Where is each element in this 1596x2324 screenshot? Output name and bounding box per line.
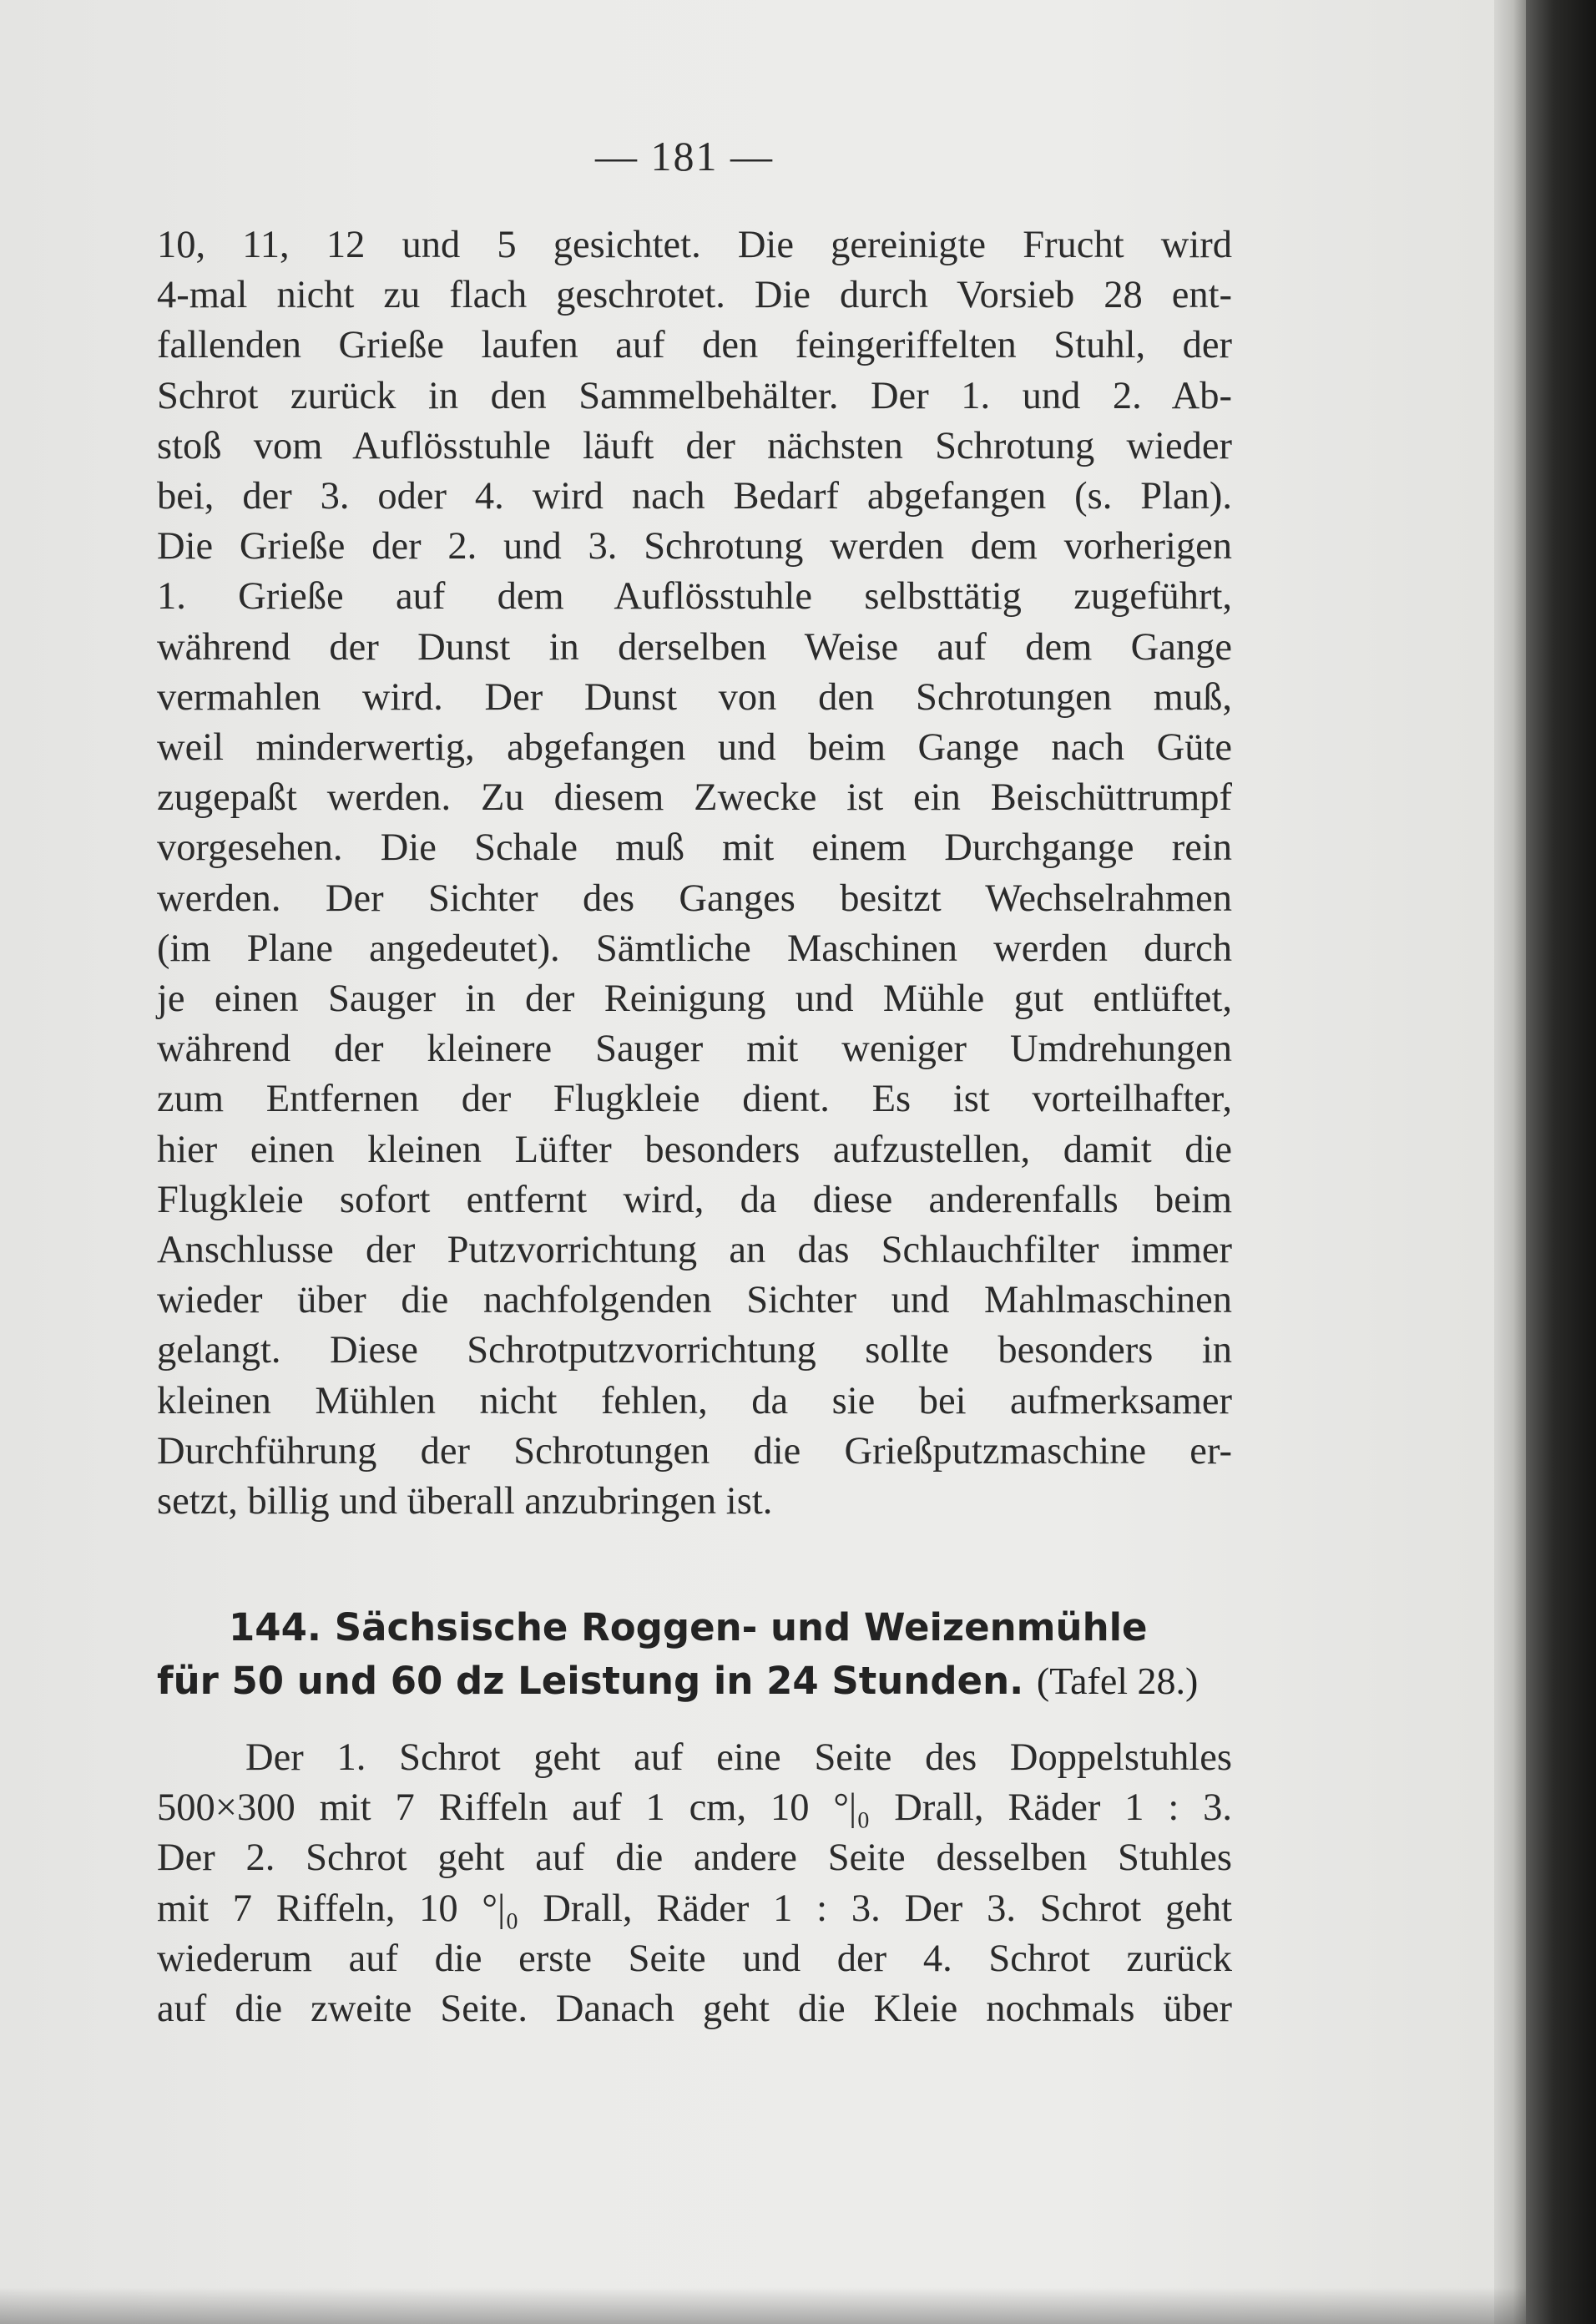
text-line: je einen Sauger in der Reinigung und Mühle gut entlüftet, xyxy=(157,978,1232,1021)
text-line: während der Dunst in derselben Weise auf dem Gange xyxy=(157,625,1232,669)
text-line: vermahlen wird. Der Dunst von den Schrotungen muß, xyxy=(157,675,1232,719)
text-line: zugepaßt werden. Zu diesem Zwecke ist ein Beischüttrumpf xyxy=(157,776,1232,820)
text-line: setzt, billig und überall anzubringen ist. xyxy=(157,1480,773,1523)
heading-line-1: 144. Sächsische Roggen- und Weizenmühle xyxy=(229,1605,1148,1650)
text-line: mit 7 Riffeln, 10 °|₀ Drall, Räder 1 : 3. Der 3. Schrot geht xyxy=(157,1887,1232,1930)
paragraph-1 xyxy=(157,220,1232,1527)
text-line: (im Plane angedeutet). Sämtliche Maschinen werden durch xyxy=(157,927,1232,970)
text-line: kleinen Mühlen nicht fehlen, da sie bei aufmerksamer xyxy=(157,1379,1232,1422)
text-line: auf die zweite Seite. Danach geht die Kleie nochmals über xyxy=(157,1988,1232,2031)
text-line: Durchführung der Schrotungen die Grießputzmaschine er- xyxy=(157,1429,1232,1473)
text-line: 10, 11, 12 und 5 gesichtet. Die gereinigte Frucht wird xyxy=(157,224,1232,266)
heading-line-2-text: für 50 und 60 dz Leistung in 24 Stunden. xyxy=(157,1659,1024,1703)
text-line: Der 1. Schrot geht auf eine Seite des Doppelstuhles xyxy=(245,1736,1232,1779)
page-number: — 181 — xyxy=(595,133,774,179)
text-line: Flugkleie sofort entfernt wird, da diese anderenfalls beim xyxy=(157,1178,1232,1221)
text-line: vorgesehen. Die Schale muß mit einem Durchgange rein xyxy=(157,826,1232,870)
text-line: werden. Der Sichter des Ganges besitzt Wechselrahmen xyxy=(157,877,1232,920)
text-line: zum Entfernen der Flugkleie dient. Es ist vorteilhafter, xyxy=(157,1078,1232,1121)
text-line: Der 2. Schrot geht auf die andere Seite desselben Stuhles xyxy=(157,1836,1232,1880)
text-line: bei, der 3. oder 4. wird nach Bedarf abgefangen (s. Plan). xyxy=(157,475,1232,518)
book-spine xyxy=(1526,0,1596,2324)
section-heading xyxy=(157,1601,1232,1708)
heading-line-2 xyxy=(157,1655,1232,1708)
text-line: 4-mal nicht zu flach geschrotet. Die durch Vorsieb 28 ent- xyxy=(157,274,1232,317)
text-line: gelangt. Diese Schrotputzvorrichtung sollte besonders in xyxy=(157,1329,1232,1372)
text-line: 1. Grieße auf dem Auflösstuhle selbsttätig zugeführt, xyxy=(157,575,1232,619)
text-line: Schrot zurück in den Sammelbehälter. Der 1. und 2. Ab- xyxy=(157,374,1232,417)
paragraph-2 xyxy=(157,1733,1232,2034)
page-edge xyxy=(1494,0,1526,2324)
text-line: hier einen kleinen Lüfter besonders aufzustellen, damit die xyxy=(157,1128,1232,1171)
text-line: Anschlusse der Putzvorrichtung an das Schlauchfilter immer xyxy=(157,1229,1232,1272)
text-line: weil minderwertig, abgefangen und beim Gange nach Güte xyxy=(157,726,1232,770)
text-line: Die Grieße der 2. und 3. Schrotung werden dem vorherigen xyxy=(157,525,1232,568)
text-line: wiederum auf die erste Seite und der 4. Schrot zurück xyxy=(157,1937,1232,1980)
text-line: wieder über die nachfolgenden Sichter und Mahlmaschinen xyxy=(157,1279,1232,1322)
text-line: fallenden Grieße laufen auf den feingeriffelten Stuhl, der xyxy=(157,324,1232,367)
text-line: 500×300 mit 7 Riffeln auf 1 cm, 10 °|₀ Drall, Räder 1 : 3. xyxy=(157,1786,1232,1830)
text-line: während der kleinere Sauger mit weniger Umdrehungen xyxy=(157,1028,1232,1071)
bottom-shadow xyxy=(0,2287,1526,2324)
text-line: stoß vom Auflösstuhle läuft der nächsten Schrotung wieder xyxy=(157,424,1232,467)
plate-reference: (Tafel 28.) xyxy=(1036,1660,1199,1702)
